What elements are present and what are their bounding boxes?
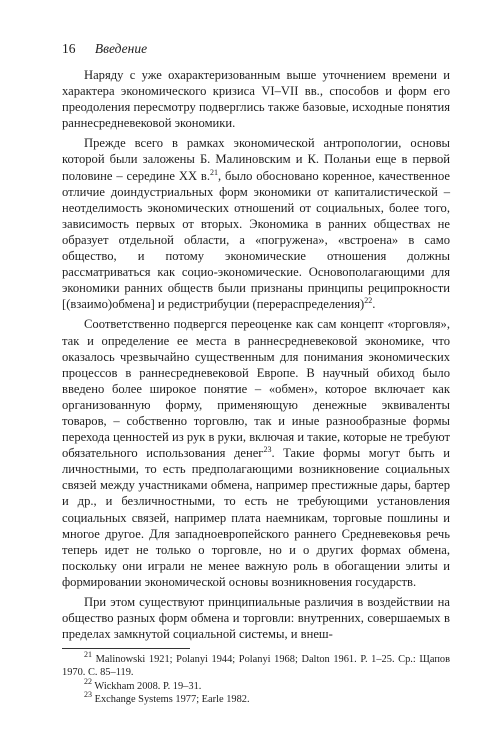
paragraph-4: При этом существуют принципиальные различия в воздействии на общество разных форм обмена и торговли: внутренних, совершаемых в пределах замкнутой социальной системы, и внеш- <box>62 595 450 642</box>
paragraph-2-part-a: Прежде всего в рамках экономической антропологии, основы которой были заложены Б. Малиновским и К. Поланьи еще в первой половине – середине XX в. <box>62 136 450 183</box>
paragraph-3-part-b: . Такие формы могут быть и личностными, то есть предполагающими возникновение социальных связей между участниками обмена, например престижные дары, бартер и др., и безличностными, то есть не требующими установления социальных связей, например плата наемникам, торговые пошлины и многое другое. Для западноевропейского раннего Средневековья речь теперь идет не только о торговле, но и о других формах обмена, поскольку они играли не менее важную роль в обогащении элиты и формировании экономической основы возникновения государств. <box>62 446 450 589</box>
paragraph-2 <box>62 135 450 312</box>
footnote-number: 21 <box>84 650 92 660</box>
paragraph-2-part-c: . <box>372 297 376 312</box>
footnote-22 <box>62 676 450 693</box>
footnote-21 <box>62 650 450 679</box>
section-title: Введение <box>94 41 148 56</box>
paragraph-3 <box>62 316 450 590</box>
paragraph-2-part-b: , было обосновано коренное, качественное отличие доиндустриальных форм экономики от капиталистической – неотделимость экономических отношений от социальных, более того, зависимость первых от вторых. Экономика в ранних обществах не образует отдельной области, а «погружена», «встроена» в само общество, и потому экономические отношения должны рассматриваться как социо-экономические. Основополагающими для экономики ранних обществ были признаны принципы реципрокности [(взаимо)обмена] и редистрибуции (перераспределения) <box>62 168 450 312</box>
footnote-number: 23 <box>84 689 92 699</box>
footnote-ref-22: 22 <box>364 296 373 306</box>
footnote-ref-23: 23 <box>263 445 272 455</box>
footnote-23 <box>62 689 450 706</box>
footnote-text: Malinowski 1921; Polanyi 1944; Polanyi 1968; Dalton 1961. P. 1–25. Ср.: Щапов 1970. С. 85–119. <box>62 654 450 679</box>
footnote-ref-21: 21 <box>209 167 218 177</box>
paragraph-1: Наряду с уже охарактеризованным выше уточнением времени и характера экономического кризиса VI–VII вв., способов и форм его преодоления пересмотру подверглись также базовые, исходные понятия раннесредневековой экономики. <box>62 68 450 131</box>
paragraph-3-part-a: Соответственно подвергся переоценке как сам концепт «торговля», так и определение ее места в раннесредневековой экономике, что оказалось чрезвычайно существенным для понимания экономических процессов в раннесредневековой Европе. В научный обиход было введено более широкое понятие – «обмен», которое включает как организованную форму, применяющую денежные эквиваленты товаров, – собственно торговлю, так и иные разнообразные формы перехода ценностей из рук в руки, включая и такие, которые не требуют обязательного использования денег <box>62 317 450 461</box>
footnote-rule <box>62 648 190 649</box>
running-head <box>62 40 450 58</box>
footnotes <box>62 648 450 706</box>
footnote-text: Wickham 2008. P. 19–31. <box>94 680 202 692</box>
book-page <box>62 40 450 706</box>
body-text <box>62 67 450 642</box>
footnote-number: 22 <box>84 676 92 686</box>
footnote-text: Exchange Systems 1977; Earle 1982. <box>94 693 250 705</box>
page-number: 16 <box>62 41 76 56</box>
